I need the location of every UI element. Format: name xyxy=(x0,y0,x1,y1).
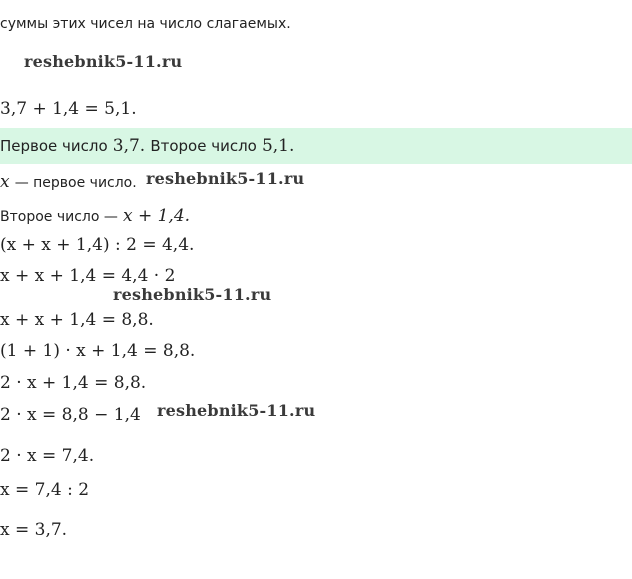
second-number-value: 5,1. xyxy=(261,136,295,156)
variable-description: — первое число. xyxy=(14,175,137,191)
second-number-text: Второе число — xyxy=(0,209,118,225)
watermark-2: reshebnik5-11.ru xyxy=(146,169,305,188)
first-number-label: Первое число xyxy=(0,137,108,155)
equation-2: x + x + 1,4 = 4,4 · 2 xyxy=(0,266,176,286)
equation-1: (x + x + 1,4) : 2 = 4,4. xyxy=(0,235,195,255)
variable-line xyxy=(0,172,137,192)
equation-5: 2 · x + 1,4 = 8,8. xyxy=(0,373,147,393)
first-number-value: 3,7. xyxy=(112,136,146,156)
watermark-3: reshebnik5-11.ru xyxy=(113,285,272,304)
equation-7: 2 · x = 7,4. xyxy=(0,446,95,466)
second-number-line xyxy=(0,206,190,226)
equation-6: 2 · x = 8,8 − 1,4 xyxy=(0,405,141,425)
intro-text: суммы этих чисел на число слагаемых. xyxy=(0,16,291,32)
equation-8: x = 7,4 : 2 xyxy=(0,480,90,500)
watermark-4: reshebnik5-11.ru xyxy=(157,401,316,420)
variable-x: x xyxy=(0,172,10,192)
equation-3: x + x + 1,4 = 8,8. xyxy=(0,310,154,330)
equation-9: x = 3,7. xyxy=(0,520,68,540)
equation-4: (1 + 1) · x + 1,4 = 8,8. xyxy=(0,341,196,361)
second-number-expression: x + 1,4. xyxy=(122,206,191,226)
watermark-1: reshebnik5-11.ru xyxy=(24,52,183,71)
second-number-label: Второе число xyxy=(150,137,257,155)
sum-line: 3,7 + 1,4 = 5,1. xyxy=(0,99,137,119)
highlight-line xyxy=(0,136,294,156)
